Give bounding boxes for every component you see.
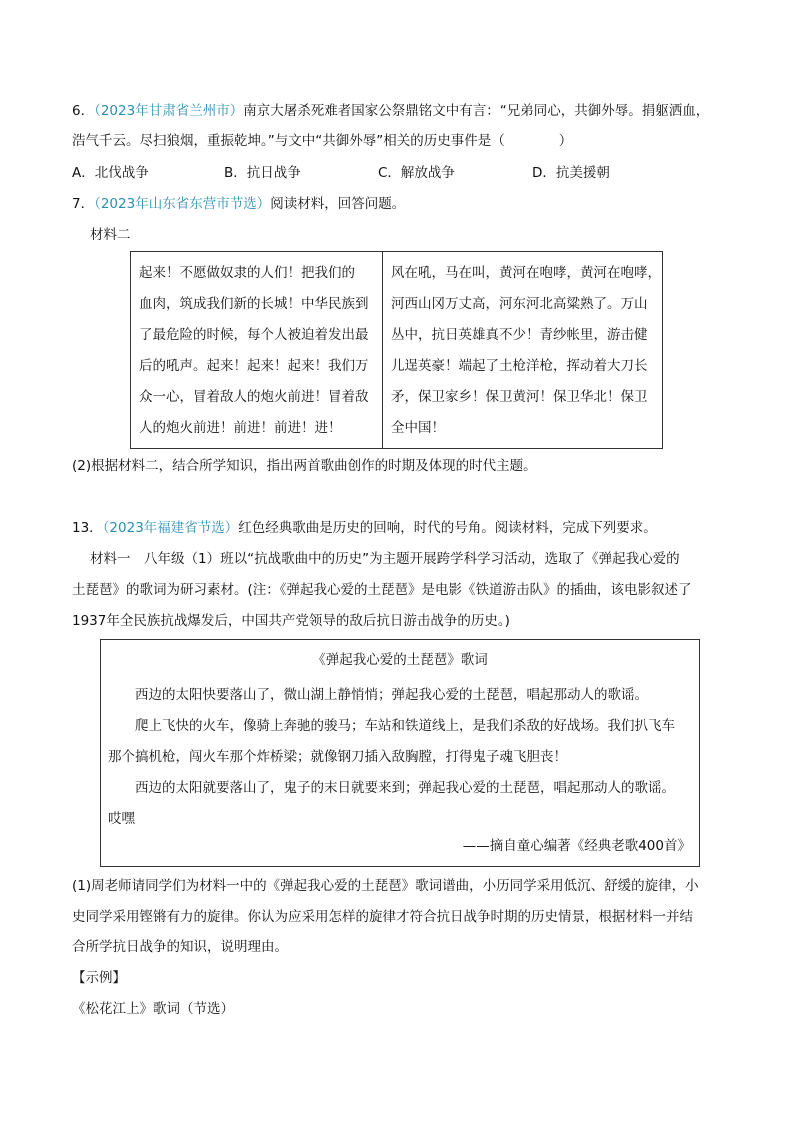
q7-right-line: 风在吼，马在叫，黄河在咆哮，黄河在咆哮，: [391, 265, 661, 281]
q13-lyrics-source: ——摘自童心编著《经典老歌400首》: [462, 838, 691, 854]
q6-stem-line2: 浩气千云。尽扫狼烟，重振乾坤。”与文中“共御外辱”相关的历史事件是（ ）: [72, 133, 573, 149]
q13-example-label: 【示例】: [72, 970, 126, 986]
q7-stem: 阅读材料，回答问题。: [270, 196, 406, 212]
q7-right-line: 全中国！: [391, 420, 445, 436]
q7-right-cell: [383, 252, 662, 448]
q7-line1: [72, 194, 405, 214]
q13-subquestion-1-line2: 史同学采用铿锵有力的旋律。你认为应采用怎样的旋律才符合抗日战争时期的历史情景，根据材料一并结: [72, 909, 693, 925]
q13-line1: [72, 518, 657, 538]
q7-left-cell: [131, 252, 383, 448]
q13-lyrics-line: 爬上飞快的火车，像骑上奔驰的骏马；车站和铁道线上，是我们杀敌的好战场。我们扒飞车: [108, 718, 675, 734]
q13-lyrics-line: 哎嘿: [108, 811, 135, 827]
q7-source: （2023年山东省东营市节选）: [94, 196, 271, 212]
q13-source: （2023年福建省节选）: [102, 520, 239, 536]
q7-left-line: 了最危险的时候，每个人被迫着发出最: [139, 327, 369, 343]
q7-left-line: 众一心，冒着敌人的炮火前进！冒着敌: [139, 389, 369, 405]
q7-right-line: 河西山冈万丈高，河东河北高粱熟了。万山: [391, 296, 648, 312]
q7-subquestion-2: (2)根据材料二，结合所学知识，指出两首歌曲创作的时期及体现的时代主题。: [72, 458, 537, 474]
q6-number: 6．: [72, 103, 95, 119]
q13-lyrics-body: [108, 680, 675, 835]
q7-left-line: 人的炮火前进！前进！前进！进！: [139, 420, 342, 436]
q6-option-c: C．解放战争: [378, 165, 455, 181]
q13-lyrics-line: 那个搞机枪，闯火车那个炸桥梁；就像钢刀插入敌胸膛，打得鬼子魂飞胆丧！: [108, 749, 567, 765]
q7-right-line: 矛，保卫家乡！保卫黄河！保卫华北！保卫: [391, 389, 648, 405]
q13-material1-line1: 材料一 八年级（1）班以“抗战歌曲中的历史”为主题开展跨学科学习活动，选取了《弹起我心爱的: [90, 551, 680, 567]
q13-material1-line3: 1937年全民族抗战爆发后，中国共产党领导的敌后抗日游击战争的历史。): [72, 613, 510, 629]
q7-left-line: 起来！不愿做奴隶的人们！把我们的: [139, 265, 355, 281]
q6-option-a: A．北伐战争: [72, 165, 149, 181]
q13-subquestion-1-line3: 合所学抗日战争的知识，说明理由。: [72, 939, 288, 955]
q13-subquestion-1-line1: (1)周老师请同学们为材料一中的《弹起我心爱的土琵琶》歌词谱曲，小历同学采用低沉、舒缓的旋律，小: [72, 878, 699, 894]
q13-number: 13．: [72, 520, 103, 536]
q6-source: （2023年甘肃省兰州市）: [94, 103, 244, 119]
q6-option-b: B．抗日战争: [224, 165, 301, 181]
q7-material-label: 材料二: [90, 227, 131, 243]
q6-line1: [72, 101, 709, 121]
q7-right-line: 丛中，抗日英雄真不少！青纱帐里，游击健: [391, 327, 648, 343]
q13-example-title: 《松花江上》歌词（节选）: [72, 1001, 234, 1017]
q13-lyrics-line: 西边的太阳快要落山了，微山湖上静悄悄；弹起我心爱的土琵琶，唱起那动人的歌谣。: [108, 687, 648, 703]
q13-lyrics-line: 西边的太阳就要落山了，鬼子的末日就要来到；弹起我心爱的土琵琶，唱起那动人的歌谣。: [108, 780, 675, 796]
q13-lyrics-title: 《弹起我心爱的土琵琶》歌词: [312, 652, 488, 668]
q7-right-line: 儿逞英豪！端起了土枪洋枪，挥动着大刀长: [391, 358, 648, 374]
q13-material1-line2: 土琵琶》的歌词为研习素材。(注：《弹起我心爱的土琵琶》是电影《铁道游击队》的插曲，该电影叙述了: [72, 582, 692, 598]
q13-lyrics-box: [100, 639, 700, 867]
q6-option-d: D．抗美援朝: [532, 165, 610, 181]
q7-number: 7．: [72, 196, 95, 212]
q7-left-line: 血肉，筑成我们新的长城！中华民族到: [139, 296, 369, 312]
q6-stem-line1: 南京大屠杀死难者国家公祭鼎铭文中有言：“兄弟同心，共御外辱。捐躯洒血，: [243, 103, 710, 119]
q7-material-table: [130, 251, 663, 449]
q7-left-line: 后的吼声。起来！起来！起来！我们万: [139, 358, 369, 374]
q13-stem: 红色经典歌曲是历史的回响，时代的号角。阅读材料，完成下列要求。: [238, 520, 657, 536]
